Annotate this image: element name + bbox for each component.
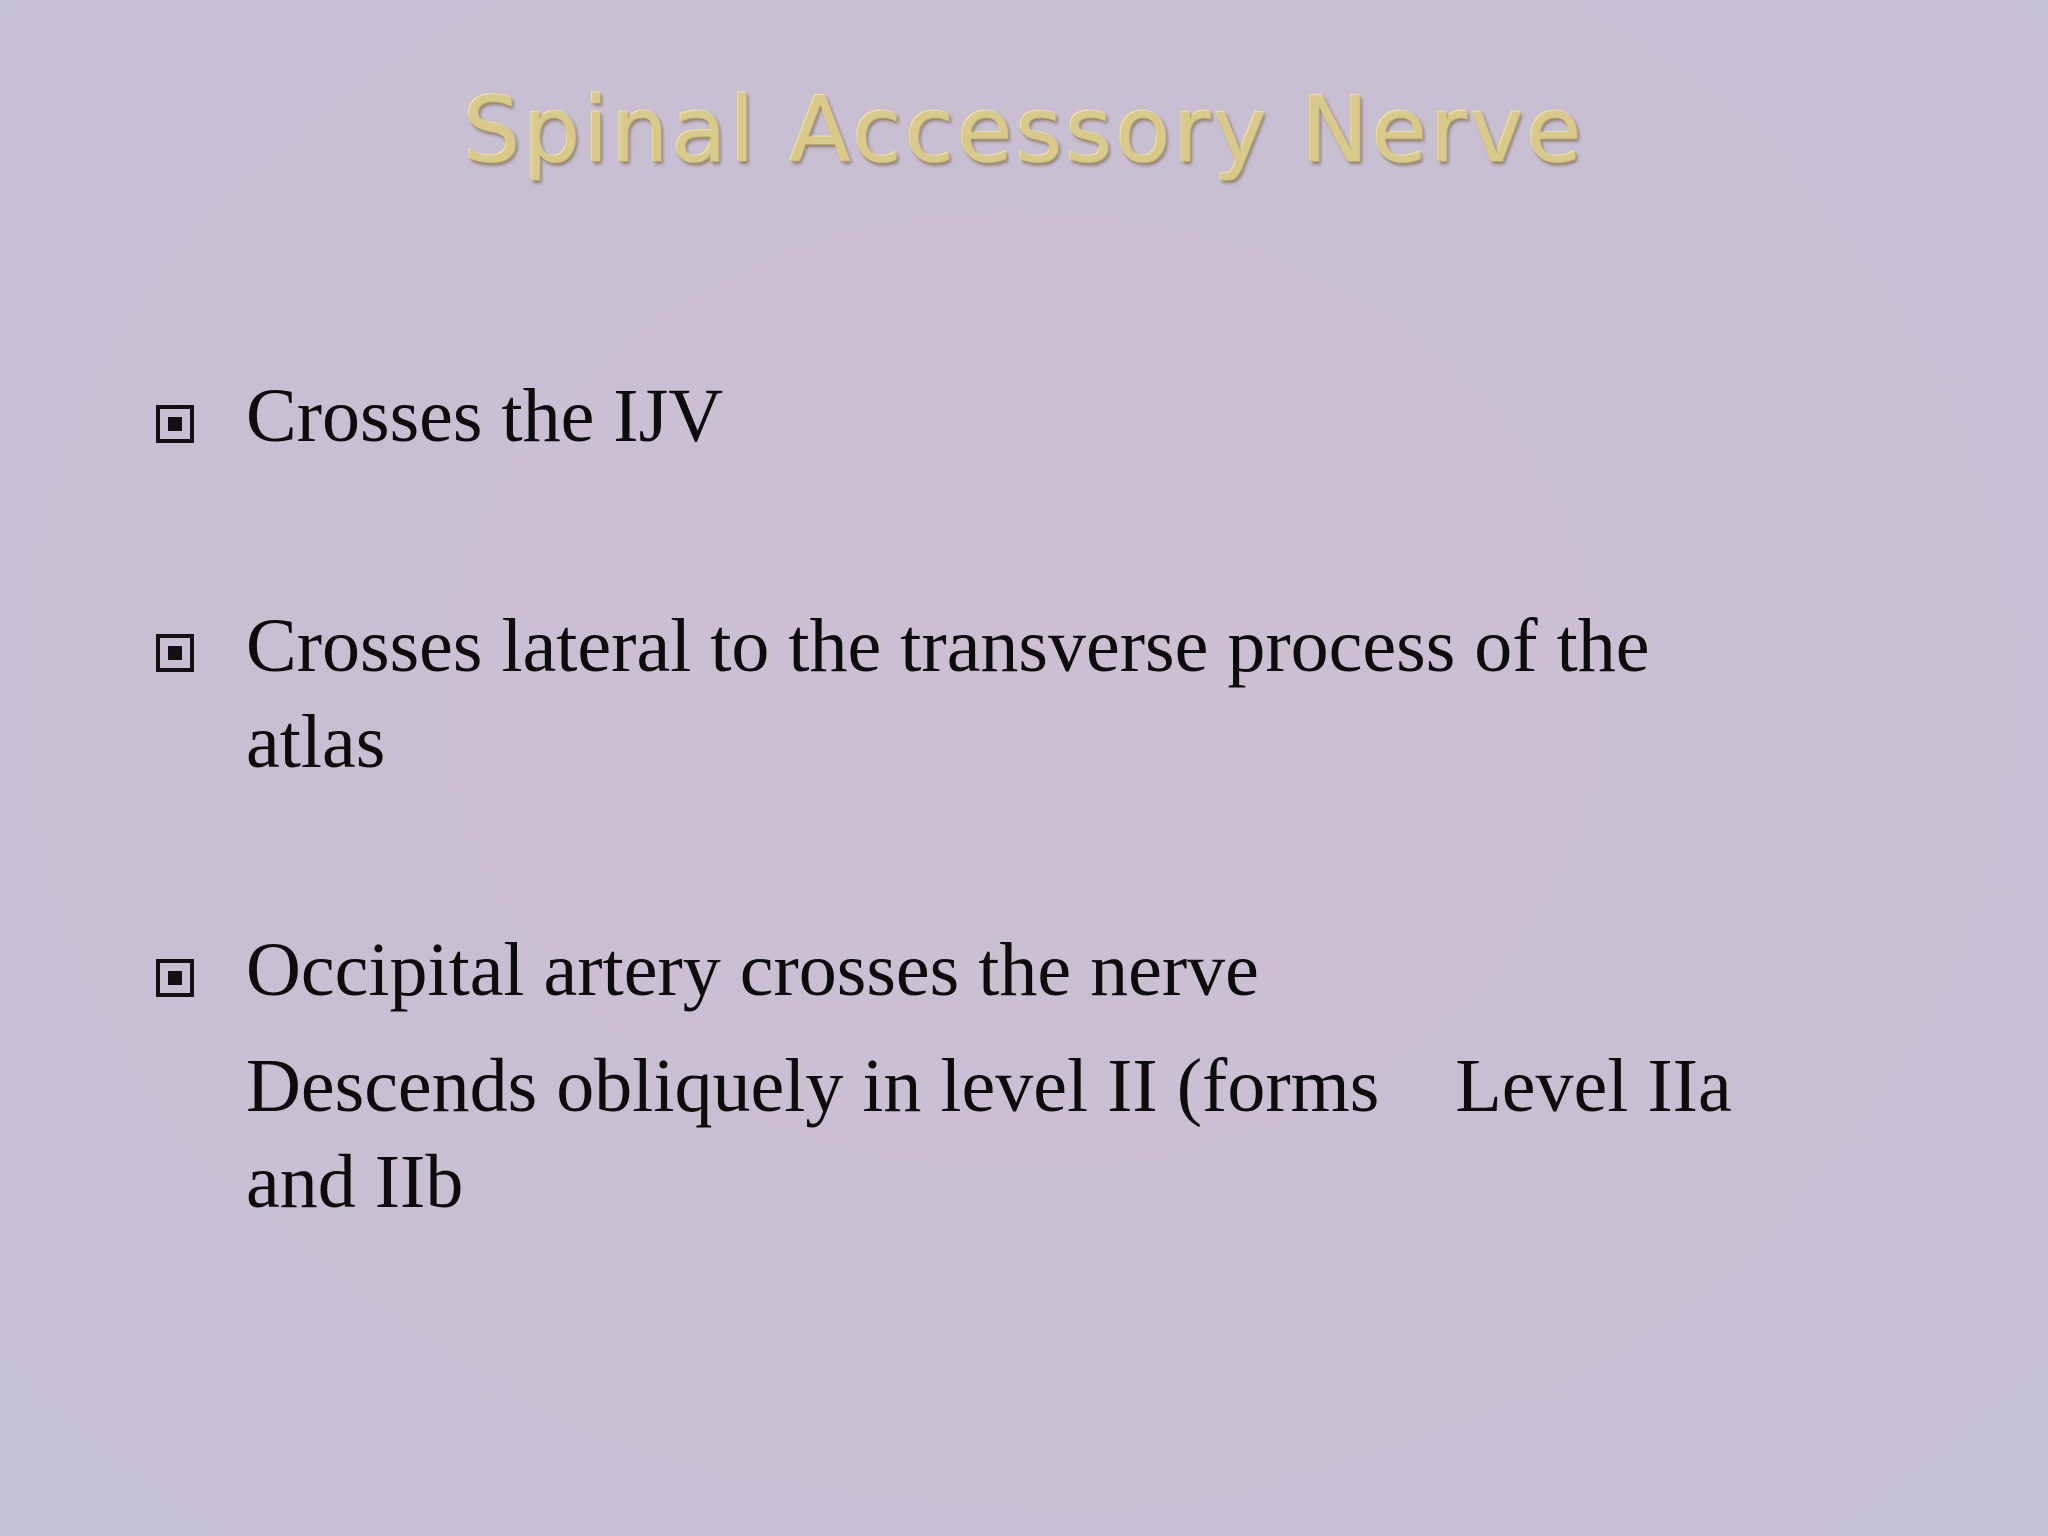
bullet-item-2-line-1: Crosses lateral to the transverse process of the: [246, 604, 1650, 688]
square-dot-bullet-icon: [155, 633, 195, 673]
continuation-line-1: Descends obliquely in level II (forms Level IIa: [246, 1044, 1732, 1128]
bullet-item-3-line-1: Occipital artery crosses the nerve: [246, 928, 1259, 1012]
square-dot-bullet-icon: [155, 958, 195, 998]
slide-title: Spinal Accessory Nerve: [463, 78, 1585, 183]
square-dot-bullet-icon: [155, 404, 195, 444]
continuation-line-2: and IIb: [246, 1140, 464, 1224]
bullet-item-2-line-2: atlas: [246, 700, 386, 784]
bullet-item-1-line-1: Crosses the IJV: [246, 374, 724, 458]
